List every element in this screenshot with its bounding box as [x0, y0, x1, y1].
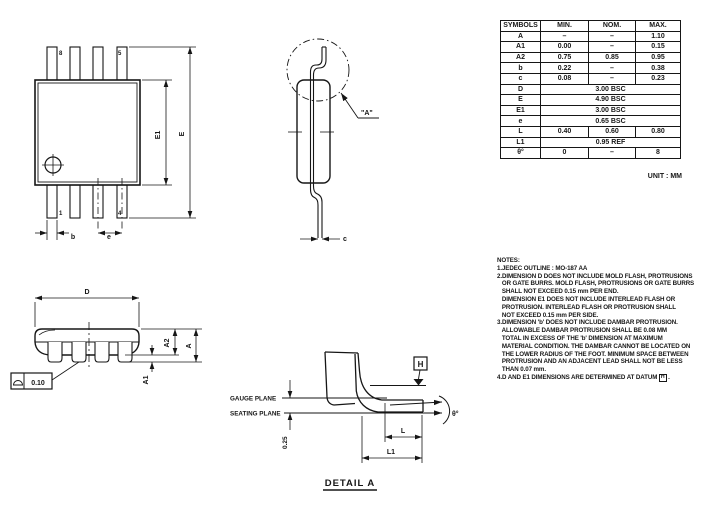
nom-cell: –: [589, 73, 636, 84]
note-line: THE LOWER RADIUS OF THE FOOT. MINIMUM SPACE BETWEEN: [497, 350, 689, 358]
flatness-tolerance-value: 0.10: [31, 380, 45, 387]
nom-cell: 0.85: [589, 52, 636, 63]
table-row: [501, 84, 681, 95]
symbol-cell: D: [501, 84, 541, 95]
dim-label-a1: A1: [143, 375, 150, 385]
pin-number-5: 5: [118, 51, 122, 57]
table-row: [501, 42, 681, 53]
table-row: [501, 137, 681, 148]
note4-prefix: 4.D AND E1 DIMENSIONS ARE DETERMINED AT DATUM: [497, 373, 659, 381]
symbol-cell: A2: [501, 52, 541, 63]
span-cell: 3.00 BSC: [541, 84, 681, 95]
pin-number-8: 8: [59, 51, 63, 57]
dim-label-pitch: e: [107, 234, 111, 241]
nom-cell: –: [589, 42, 636, 53]
nom-cell: –: [589, 148, 636, 159]
span-cell: 0.95 REF: [541, 137, 681, 148]
table-row: [501, 95, 681, 106]
dim-label-b: b: [70, 234, 76, 241]
min-cell: –: [541, 31, 589, 42]
front-view-drawing: [5, 278, 220, 405]
datum-h-label: H: [417, 360, 424, 369]
pitch-centerlines: [98, 178, 122, 230]
detail-a-leader: [341, 93, 379, 118]
note-line: ALLOWABLE DAMBAR PROTRUSION SHALL BE 0.08 MM: [497, 327, 667, 335]
note-line: 2.DIMENSION D DOES NOT INCLUDE MOLD FLASH, PROTRUSIONS: [497, 272, 693, 280]
notes-title: NOTES:: [497, 257, 520, 264]
dim-label-e1: E1: [155, 130, 162, 140]
note-line: SHALL NOT EXCEED 0.15 mm PER END.: [497, 288, 619, 296]
col-header-nom: NOM.: [589, 21, 636, 32]
dim-label-a: A: [186, 343, 193, 349]
symbol-cell: b: [501, 63, 541, 74]
note-line: OR GATE BURRS. MOLD FLASH, PROTRUSIONS OR GATE BURRS: [497, 280, 695, 288]
max-cell: 0.95: [636, 52, 681, 63]
detail-a-callout-label: "A": [361, 110, 373, 117]
notes-lines: [497, 265, 705, 374]
top-view-drawing: [8, 18, 208, 255]
max-cell: 8: [636, 148, 681, 159]
min-cell: 0.08: [541, 73, 589, 84]
side-view-drawing: [255, 18, 455, 255]
note-line: 3.DIMENSION 'b' DOES NOT INCLUDE DAMBAR PROTRUSION.: [497, 319, 678, 327]
col-header-symbols: SYMBOLS: [501, 21, 541, 32]
symbol-cell: E1: [501, 105, 541, 116]
span-cell: 3.00 BSC: [541, 105, 681, 116]
notes-section: [497, 257, 705, 382]
symbol-cell: e: [501, 116, 541, 127]
min-cell: 0: [541, 148, 589, 159]
seating-plane-label: SEATING PLANE: [230, 410, 281, 418]
foot-angle-line: [390, 402, 442, 405]
profile-of-surface-icon: [14, 381, 23, 385]
min-cell: 0.40: [541, 126, 589, 137]
angle-theta-label: θ°: [452, 411, 459, 418]
feature-control-frame: [11, 362, 79, 389]
nom-cell: 0.60: [589, 126, 636, 137]
dim-b-lines: [35, 220, 69, 240]
top-view-package-body: [35, 47, 140, 218]
nom-cell: –: [589, 63, 636, 74]
span-cell: 4.90 BSC: [541, 95, 681, 106]
note-line: THAN 0.07 mm.: [497, 366, 546, 374]
datum-triangle-icon: [414, 379, 424, 386]
symbol-cell: θ°: [501, 148, 541, 159]
symbol-cell: A1: [501, 42, 541, 53]
min-cell: 0.75: [541, 52, 589, 63]
symbol-cell: L: [501, 126, 541, 137]
detail-a-drawing: [225, 318, 475, 502]
dim-label-a2: A2: [164, 338, 171, 348]
table-row: [501, 105, 681, 116]
note-line-datum: [497, 374, 705, 382]
note-line: 1.JEDEC OUTLINE : MO-187 AA: [497, 264, 588, 272]
span-cell: 0.65 BSC: [541, 116, 681, 127]
dim-label-c: c: [343, 236, 347, 243]
note-line: NOT EXCEED 0.15 mm PER SIDE.: [497, 311, 599, 319]
table-header-row: [501, 21, 681, 32]
note-line: DIMENSION E1 DOES NOT INCLUDE INTERLEAD FLASH OR: [497, 295, 676, 303]
note-line: PROTRUSION. INTERLEAD FLASH OR PROTRUSION SHALL: [497, 303, 676, 311]
note-line: PROTRUSION AND AN ADJACENT LEAD SHALL NOT BE LESS: [497, 358, 683, 366]
max-cell: 0.80: [636, 126, 681, 137]
dim-label-l: L: [400, 428, 406, 435]
dim-d-lines: [35, 298, 139, 327]
lead-foot-profile: [325, 352, 423, 412]
symbol-cell: L1: [501, 137, 541, 148]
dimensions-table: [500, 20, 681, 159]
note-line: TOTAL IN EXCESS OF THE 'b' DIMENSION AT MAXIMUM: [497, 334, 663, 342]
nom-cell: –: [589, 31, 636, 42]
gauge-plane-label: GAUGE PLANE: [230, 395, 277, 403]
detail-a-title: DETAIL A: [324, 478, 376, 489]
symbol-cell: c: [501, 73, 541, 84]
datum-h-box-icon: H: [660, 374, 665, 381]
symbol-cell: E: [501, 95, 541, 106]
max-cell: 0.38: [636, 63, 681, 74]
table-row: [501, 52, 681, 63]
max-cell: 0.15: [636, 42, 681, 53]
max-cell: 0.23: [636, 73, 681, 84]
note-line: MATERIAL CONDITION. THE DAMBAR CANNOT BE LOCATED ON: [497, 342, 691, 350]
symbol-cell: A: [501, 31, 541, 42]
table-row: [501, 63, 681, 74]
side-view-package-body: [288, 47, 334, 238]
min-cell: 0.22: [541, 63, 589, 74]
pin-number-1: 1: [59, 211, 63, 217]
min-cell: 0.00: [541, 42, 589, 53]
table-row: [501, 73, 681, 84]
pin-number-4: 4: [118, 211, 122, 217]
col-header-max: MAX.: [636, 21, 681, 32]
max-cell: 1.10: [636, 31, 681, 42]
dim-label-d: D: [84, 289, 90, 296]
col-header-min: MIN.: [541, 21, 589, 32]
table-row: [501, 148, 681, 159]
dim-label-standoff: 0.25: [282, 436, 289, 449]
table-row: [501, 116, 681, 127]
note4-suffix: .: [666, 373, 670, 381]
table-row: [501, 126, 681, 137]
table-row: [501, 31, 681, 42]
unit-note: UNIT : MM: [647, 173, 682, 180]
theta-arc: [439, 396, 450, 424]
front-view-package-body: [35, 322, 139, 370]
dim-label-l1: L1: [386, 449, 396, 456]
dim-label-e: E: [179, 131, 186, 137]
